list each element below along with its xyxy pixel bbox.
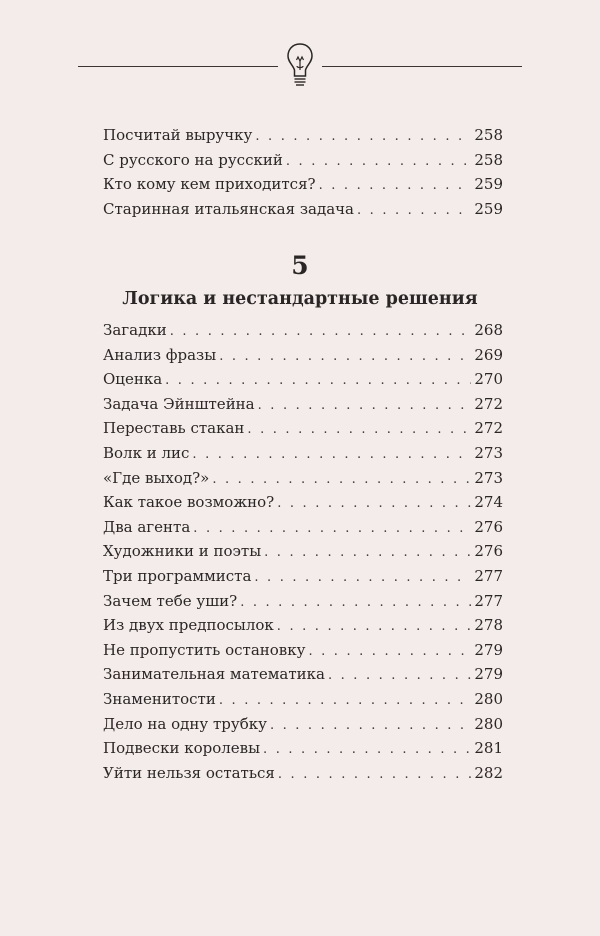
toc-entry-page: 269 <box>474 345 503 364</box>
toc-leader-dots <box>219 349 471 364</box>
toc-entry <box>103 200 503 225</box>
toc-leader-dots <box>254 570 471 585</box>
toc-leader-dots <box>278 767 471 782</box>
toc-leader-dots <box>219 693 472 708</box>
toc-entry-title: С русского на русский <box>103 150 283 169</box>
toc-entry-page: 277 <box>474 591 503 610</box>
toc-entry-title: Художники и поэты <box>103 542 262 561</box>
toc-entry-page: 270 <box>474 370 503 389</box>
toc-entry <box>103 764 503 789</box>
toc-entry-title: Переставь стакан <box>103 419 245 438</box>
toc-entry-page: 259 <box>474 175 503 194</box>
toc-entry <box>103 690 503 715</box>
toc-entry-title: Задача Эйнштейна <box>103 394 255 413</box>
toc-entry <box>103 542 503 567</box>
toc-entry-title: Занимательная математика <box>103 665 325 684</box>
toc-entry-title: Как такое возможно? <box>103 493 275 512</box>
toc-entry-page: 278 <box>474 616 503 635</box>
toc-entry <box>103 641 503 666</box>
toc-list-continued <box>103 126 503 224</box>
toc-entry-page: 280 <box>474 714 503 733</box>
toc-leader-dots <box>240 595 471 610</box>
toc-entry <box>103 175 503 200</box>
toc-entry-title: «Где выход?» <box>103 468 210 487</box>
toc-entry-page: 279 <box>474 665 503 684</box>
chapter-title: Логика и нестандартные решения <box>122 289 478 309</box>
toc-entry-title: Два агента <box>103 517 191 536</box>
toc-entry-page: 258 <box>474 150 503 169</box>
toc-entry-page: 258 <box>474 126 503 144</box>
toc-entry-page: 268 <box>474 321 503 339</box>
toc-entry <box>103 151 503 176</box>
toc-entry <box>103 715 503 740</box>
toc-entry-page: 272 <box>474 394 503 413</box>
toc-leader-dots <box>212 472 471 487</box>
toc-entry-title: Загадки <box>103 321 167 339</box>
toc-entry <box>103 346 503 371</box>
header-rule-left <box>78 66 278 67</box>
toc-entry-title: Три программиста <box>103 566 252 585</box>
header-rule-right <box>322 66 522 67</box>
toc-entry <box>103 493 503 518</box>
toc-entry-page: 274 <box>474 493 503 512</box>
toc-entry-title: Старинная итальянская задача <box>103 199 354 218</box>
toc-entry-title: Подвески королевы <box>103 739 261 758</box>
toc-entry-title: Зачем тебе уши? <box>103 591 238 610</box>
toc-leader-dots <box>165 373 471 388</box>
toc-entry <box>103 469 503 494</box>
toc-entry <box>103 444 503 469</box>
toc-leader-dots <box>193 521 471 536</box>
toc-leader-dots <box>247 422 471 437</box>
chapter-number: 5 <box>291 251 309 280</box>
toc-leader-dots <box>319 178 472 193</box>
toc-leader-dots <box>192 447 471 462</box>
toc-leader-dots <box>286 154 472 169</box>
toc-entry-page: 273 <box>474 468 503 487</box>
toc-entry <box>103 518 503 543</box>
toc-leader-dots <box>308 644 471 659</box>
toc-leader-dots <box>328 668 471 683</box>
toc-entry-title: Волк и лис <box>103 443 190 462</box>
toc-entry-page: 259 <box>474 199 503 218</box>
toc-entry-page: 282 <box>474 763 503 782</box>
toc-entry-page: 277 <box>474 566 503 585</box>
toc-leader-dots <box>258 398 472 413</box>
toc-entry <box>103 419 503 444</box>
toc-entry <box>103 616 503 641</box>
page-header <box>78 40 522 100</box>
toc-entry-title: Уйти нельзя остаться <box>103 763 275 782</box>
toc-leader-dots <box>264 545 471 560</box>
toc-entry-page: 272 <box>474 419 503 438</box>
toc-entry <box>103 665 503 690</box>
toc-entry-page: 276 <box>474 542 503 561</box>
toc-leader-dots <box>255 129 471 144</box>
toc-entry-title: Знаменитости <box>103 689 216 708</box>
toc-entry-title: Анализ фразы <box>103 345 217 364</box>
toc-entry-page: 281 <box>474 739 503 758</box>
toc-leader-dots <box>270 718 471 733</box>
toc-entry <box>103 321 503 346</box>
toc-entry-title: Из двух предпосылок <box>103 616 274 635</box>
toc-leader-dots <box>263 742 471 757</box>
toc-entry-title: Оценка <box>103 370 163 389</box>
toc-entry <box>103 395 503 420</box>
toc-entry-page: 276 <box>474 517 503 536</box>
toc-entry-title: Не пропустить остановку <box>103 640 306 659</box>
toc-entry-page: 279 <box>474 640 503 659</box>
toc-leader-dots <box>357 203 471 218</box>
toc-entry <box>103 739 503 764</box>
toc-entry-title: Кто кому кем приходится? <box>103 175 316 194</box>
toc-entry <box>103 126 503 151</box>
lightbulb-icon <box>284 40 316 92</box>
toc-entry-page: 280 <box>474 689 503 708</box>
toc-entry <box>103 370 503 395</box>
toc-entry-title: Посчитай выручку <box>103 126 253 144</box>
toc-leader-dots <box>170 324 472 339</box>
toc-leader-dots <box>277 496 471 511</box>
toc-entry <box>103 567 503 592</box>
toc-entry <box>103 592 503 617</box>
toc-list-chapter-5 <box>103 321 503 788</box>
toc-leader-dots <box>277 619 472 634</box>
toc-entry-page: 273 <box>474 443 503 462</box>
toc-entry-title: Дело на одну трубку <box>103 714 267 733</box>
